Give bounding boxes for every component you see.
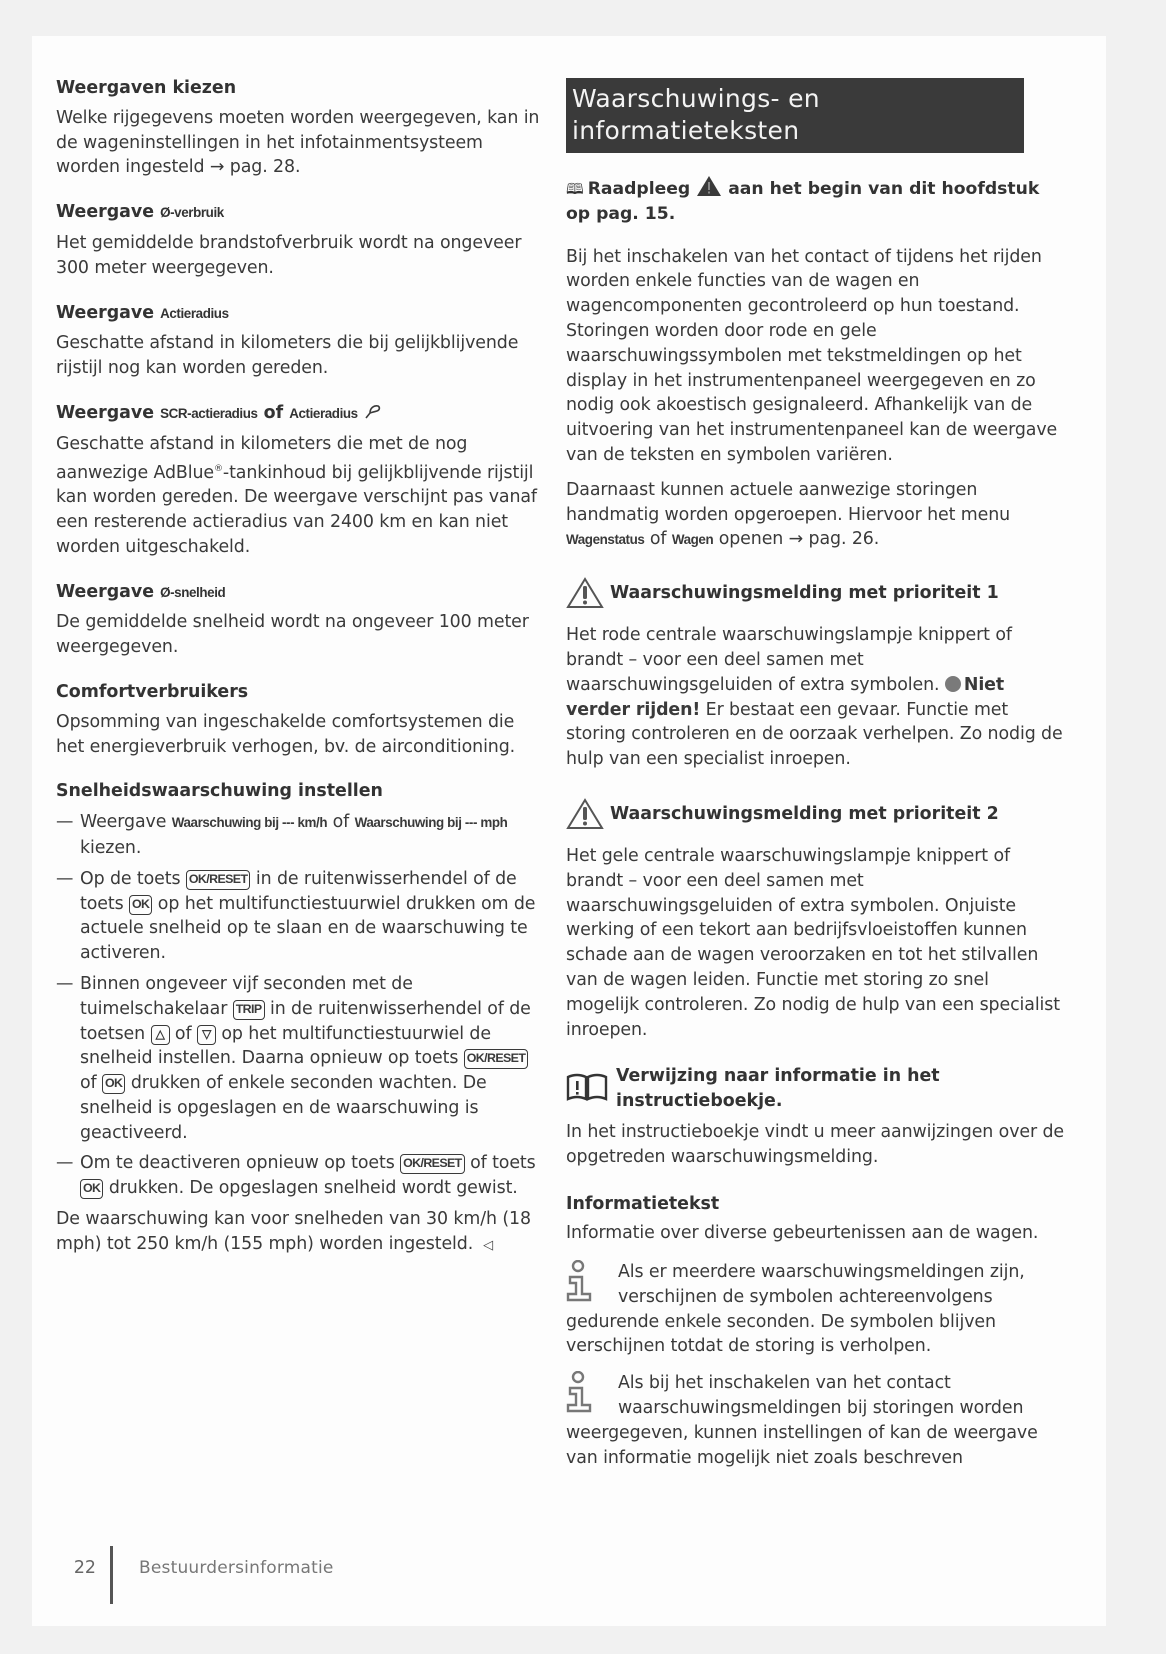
- registered-mark: ®: [214, 463, 223, 474]
- section-body: Welke rijgegevens moeten worden weergegeven, kan in de wageninstellingen in het infotainmentsysteem worden ingesteld → pag. 28.: [56, 107, 540, 178]
- reference-suffix: aan het begin van dit hoofdstuk op pag. 15.: [566, 179, 1040, 224]
- display-term: Ø-snelheid: [160, 584, 226, 600]
- ok-key: OK: [129, 895, 152, 915]
- priority2-heading: [566, 798, 1066, 830]
- body-text: Geschatte afstand in kilometers die met de nog aanwezige AdBlue: [56, 433, 468, 483]
- page-footer: [60, 1546, 334, 1604]
- section-heading: [56, 580, 546, 606]
- section-weergave-snelheid: [56, 580, 546, 660]
- step-text: Binnen ongeveer vijf seconden met de tuimelschakelaar: [80, 973, 413, 1019]
- manual-recall-paragraph: [566, 478, 1066, 553]
- ok-reset-key: OK/RESET: [186, 870, 251, 890]
- right-column: [566, 78, 1066, 1470]
- menu-term: Wagenstatus: [566, 532, 645, 548]
- body-text: of: [644, 529, 672, 550]
- section-heading: [56, 401, 546, 427]
- section-weergaven-kiezen: [56, 76, 546, 180]
- step-text: Om te deactiveren opnieuw op toets: [80, 1153, 401, 1174]
- heading-prefix: Weergave: [56, 581, 155, 602]
- step-text: op het multifunctiestuurwiel de snelheid instellen. Daarna opnieuw op toets: [80, 1023, 491, 1069]
- step-text: of toets: [464, 1153, 536, 1174]
- book-icon: 🕮: [566, 180, 584, 198]
- step-text: Weergave: [80, 812, 172, 833]
- section-body: Het gemiddelde brandstofverbruik wordt na ongeveer 300 meter weergegeven.: [56, 232, 522, 278]
- left-column: [56, 76, 546, 1273]
- ok-key: OK: [80, 1179, 103, 1199]
- section-end-icon: ◁: [483, 1237, 494, 1253]
- section-weergave-scr-actieradius: [56, 401, 546, 560]
- priority2-title: Waarschuwingsmelding met prioriteit 2: [610, 803, 999, 824]
- section-weergave-verbruik: [56, 200, 546, 280]
- section-heading: Weergaven kiezen: [56, 78, 237, 98]
- priority1-title: Waarschuwingsmelding met prioriteit 1: [610, 582, 999, 603]
- ok-reset-key: OK/RESET: [464, 1049, 529, 1069]
- note-text: Als bij het inschakelen van het contact waarschuwingsmeldingen bij storingen worden weergegeven, kunnen instellingen of kan de weergave van informatie mogelijk niet zoals beschreven: [566, 1373, 1038, 1468]
- warning-triangle-outline-icon: [566, 577, 604, 609]
- info-text-body: Informatie over diverse gebeurtenissen aan de wagen.: [566, 1223, 1039, 1244]
- step-text: of: [80, 1073, 102, 1094]
- reference-prefix: Raadpleeg: [587, 179, 691, 199]
- body-text: Daarnaast kunnen actuele aanwezige storingen handmatig worden opgeroepen. Hiervoor het menu: [566, 479, 1011, 525]
- section-heading: [56, 200, 546, 226]
- body-text: openen → pag. 26.: [713, 529, 880, 550]
- step-text: kiezen.: [80, 837, 142, 858]
- display-term: Waarschuwing bij --- mph: [354, 815, 508, 831]
- step-text: in de ruitenwisserhendel of de toetsen: [80, 998, 531, 1044]
- body-text: Er bestaat een gevaar. Functie met storing controleren en de oorzaak verhelpen. Zo nodig de hulp van een specialist inroepen.: [566, 699, 1063, 770]
- info-icon: [566, 1371, 604, 1415]
- chapter-title: Waarschuwings- en informatieteksten: [566, 78, 1024, 153]
- priority1-heading: [566, 577, 1066, 609]
- up-arrow-key-icon: △: [151, 1025, 170, 1045]
- section-weergave-actieradius: [56, 301, 546, 381]
- closing-text: De waarschuwing kan voor snelheden van 30 km/h (18 mph) tot 250 km/h (155 mph) worden ingesteld.: [56, 1209, 531, 1254]
- manual-book-exclamation-icon: [566, 1072, 608, 1102]
- footer-divider: [110, 1546, 113, 1604]
- section-heading: Snelheidswaarschuwing instellen: [56, 781, 383, 802]
- ok-key: OK: [102, 1074, 125, 1094]
- section-body: Opsomming van ingeschakelde comfortsystemen die het energieverbruik verhogen, bv. de airconditioning.: [56, 711, 516, 757]
- adblue-nozzle-icon: [364, 402, 382, 420]
- display-term: Actieradius: [160, 305, 229, 321]
- priority2-body: Het gele centrale waarschuwingslampje knippert of brandt – voor een deel samen met waarschuwingsgeluiden of extra symbolen. Onjuiste werking of een tekort aan bedrijfsvloeistoffen kunnen schade aan de wagen veroorzaken en tot het stilvallen van de wagen leiden. Functie met storing zo snel mogelijk controleren. Zo nodig de hulp van een specialist inroepen.: [566, 845, 1060, 1040]
- heading-prefix: Weergave: [56, 202, 155, 223]
- intro-paragraph: Bij het inschakelen van het contact of tijdens het rijden worden enkele functies van de wagen en wagencomponenten gecontroleerd op hun toestand. Storingen worden door rode en gele waarschuwingssymbolen met tekstmeldingen op het display in het instrumentenpaneel weergegeven en zo nodig ook akoestisch gesignaleerd. Afhankelijk van de uitvoering van het instrumentenpaneel kan de weergave van de teksten en symbolen variëren.: [566, 246, 1058, 465]
- step-text: drukken of enkele seconden wachten. De snelheid is opgeslagen en de waarschuwing is geactiveerd.: [80, 1073, 487, 1143]
- heading-prefix: Weergave: [56, 402, 155, 423]
- display-term: SCR-actieradius: [160, 405, 258, 421]
- step-text: of: [169, 1023, 197, 1044]
- warning-triangle-icon: [696, 175, 722, 197]
- section-body: Geschatte afstand in kilometers die bij gelijkblijvende rijstijl nog kan worden gereden.: [56, 333, 519, 379]
- info-note: [566, 1260, 1066, 1359]
- stop-warning: Niet verder rijden!: [566, 674, 1005, 720]
- section-comfortverbruikers: [56, 680, 546, 759]
- trip-key: TRIP: [233, 1000, 265, 1020]
- section-heading: Comfortverbruikers: [56, 681, 249, 702]
- down-arrow-key-icon: ▽: [197, 1025, 216, 1045]
- section-speed-warning: [56, 779, 546, 1258]
- info-icon: [566, 1260, 604, 1304]
- manual-reference-heading: [566, 1064, 1066, 1114]
- step-item: [56, 1151, 546, 1201]
- section-body: De gemiddelde snelheid wordt na ongeveer 100 meter weergegeven.: [56, 612, 529, 658]
- closing-note: [56, 1207, 546, 1259]
- manual-page: [32, 36, 1106, 1626]
- info-text-title: Informatietekst: [566, 1193, 720, 1214]
- body-text: Het rode centrale waarschuwingslampje knippert of brandt – voor een deel samen met waarschuwingsgeluiden of extra symbolen.: [566, 625, 1012, 695]
- display-term: Actieradius: [289, 405, 358, 421]
- section-body: [56, 432, 546, 560]
- display-term: Waarschuwing bij --- km/h: [171, 815, 328, 831]
- manual-reference-body: In het instructieboekje vindt u meer aanwijzingen over de opgetreden waarschuwingsmelding.: [566, 1121, 1065, 1167]
- footer-section-name: Bestuurdersinformatie: [139, 1558, 334, 1578]
- step-item: [56, 972, 546, 1146]
- stop-symbol-icon: [945, 676, 961, 692]
- steps-list: [56, 810, 546, 1201]
- heading-prefix: Weergave: [56, 302, 155, 323]
- info-text-section: [566, 1192, 1066, 1247]
- display-term: Ø-verbruik: [160, 205, 224, 221]
- warning-triangle-outline-icon: [566, 798, 604, 830]
- body-text: -tankinhoud bij gelijkblijvende rijstijl kan worden gereden. De weergave verschijnt pas vanaf een resterende actieradius van 2400 km en kan niet worden uitgeschakeld.: [56, 462, 537, 557]
- menu-term: Wagen: [671, 532, 714, 548]
- manual-reference-title: Verwijzing naar informatie in het instructieboekje.: [616, 1066, 940, 1112]
- page-number: 22: [73, 1558, 96, 1578]
- note-text: Als er meerdere waarschuwingsmeldingen zijn, verschijnen de symbolen achtereenvolgens gedurende enkele seconden. De symbolen blijven verschijnen totdat de storing is verholpen.: [566, 1262, 1025, 1357]
- section-heading: [56, 301, 546, 327]
- ok-reset-key: OK/RESET: [400, 1154, 465, 1174]
- step-text: in de ruitenwisserhendel of de toets: [80, 868, 517, 914]
- priority1-body: [566, 623, 1066, 772]
- warning-reference: [566, 175, 1066, 227]
- heading-connector: of: [263, 402, 284, 423]
- step-item: [56, 867, 546, 966]
- step-text: op het multifunctiestuurwiel drukken om de actuele snelheid op te slaan en de waarschuwing te activeren.: [80, 893, 536, 964]
- step-text: of: [327, 812, 355, 833]
- step-item: [56, 810, 546, 861]
- step-text: drukken. De opgeslagen snelheid wordt gewist.: [103, 1178, 518, 1199]
- step-text: Op de toets: [80, 868, 186, 889]
- info-note: [566, 1371, 1066, 1470]
